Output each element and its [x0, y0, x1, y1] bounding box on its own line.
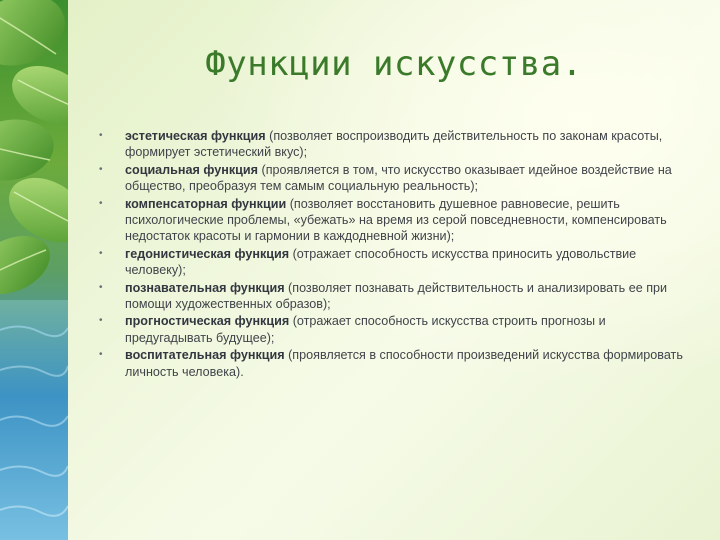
list-item [95, 162, 685, 195]
bullet-icon: • [99, 130, 103, 141]
bullet-icon: • [99, 315, 103, 327]
list-item [95, 347, 685, 380]
bullet-icon: • [99, 349, 103, 361]
list-item [95, 280, 685, 313]
function-term: эстетическая функция [125, 129, 266, 143]
bullet-icon: • [99, 281, 103, 293]
function-description: (позволяет восстановить душевное равновесие, решить психологические проблемы, «убежать» на время из серой повседневности, компенсировать недостаток красоты и гармонии в каждодневной жизни); [125, 196, 667, 244]
leaves-water-decoration [0, 0, 68, 540]
list-item [95, 246, 685, 279]
function-term: компенсаторная функции [125, 196, 287, 211]
list-item [95, 196, 685, 245]
list-item [95, 128, 685, 161]
bullet-icon: • [99, 163, 103, 175]
function-description: (позволяет познавать действительность и анализировать ее при помощи художественных образов); [125, 280, 668, 312]
function-term: гедонистическая функция [125, 246, 290, 261]
function-term: познавательная функция [125, 280, 285, 295]
function-description: (проявляется в том, что искусство оказывает идейное воздействие на общество, преобразуя тем самым социальную реальность); [125, 162, 672, 194]
function-term: воспитательная функция [125, 348, 285, 363]
bullet-icon: • [99, 197, 103, 209]
function-description: (отражает способность искусства приносить удовольствие человеку); [125, 246, 637, 278]
function-description: (позволяет воспроизводить действительность по законам красоты, формирует эстетический вкус); [125, 129, 663, 160]
functions-list [95, 128, 685, 381]
slide-title: Функции искусства. [205, 44, 583, 84]
list-item [95, 313, 685, 346]
bullet-icon: • [99, 247, 103, 259]
function-term: социальная функция [125, 162, 258, 177]
function-description: (отражает способность искусства строить прогнозы и предугадывать будущее); [125, 314, 606, 345]
function-description: (проявляется в способности произведений искусства формировать личность человека). [125, 348, 683, 379]
function-term: прогностическая функция [125, 314, 290, 329]
